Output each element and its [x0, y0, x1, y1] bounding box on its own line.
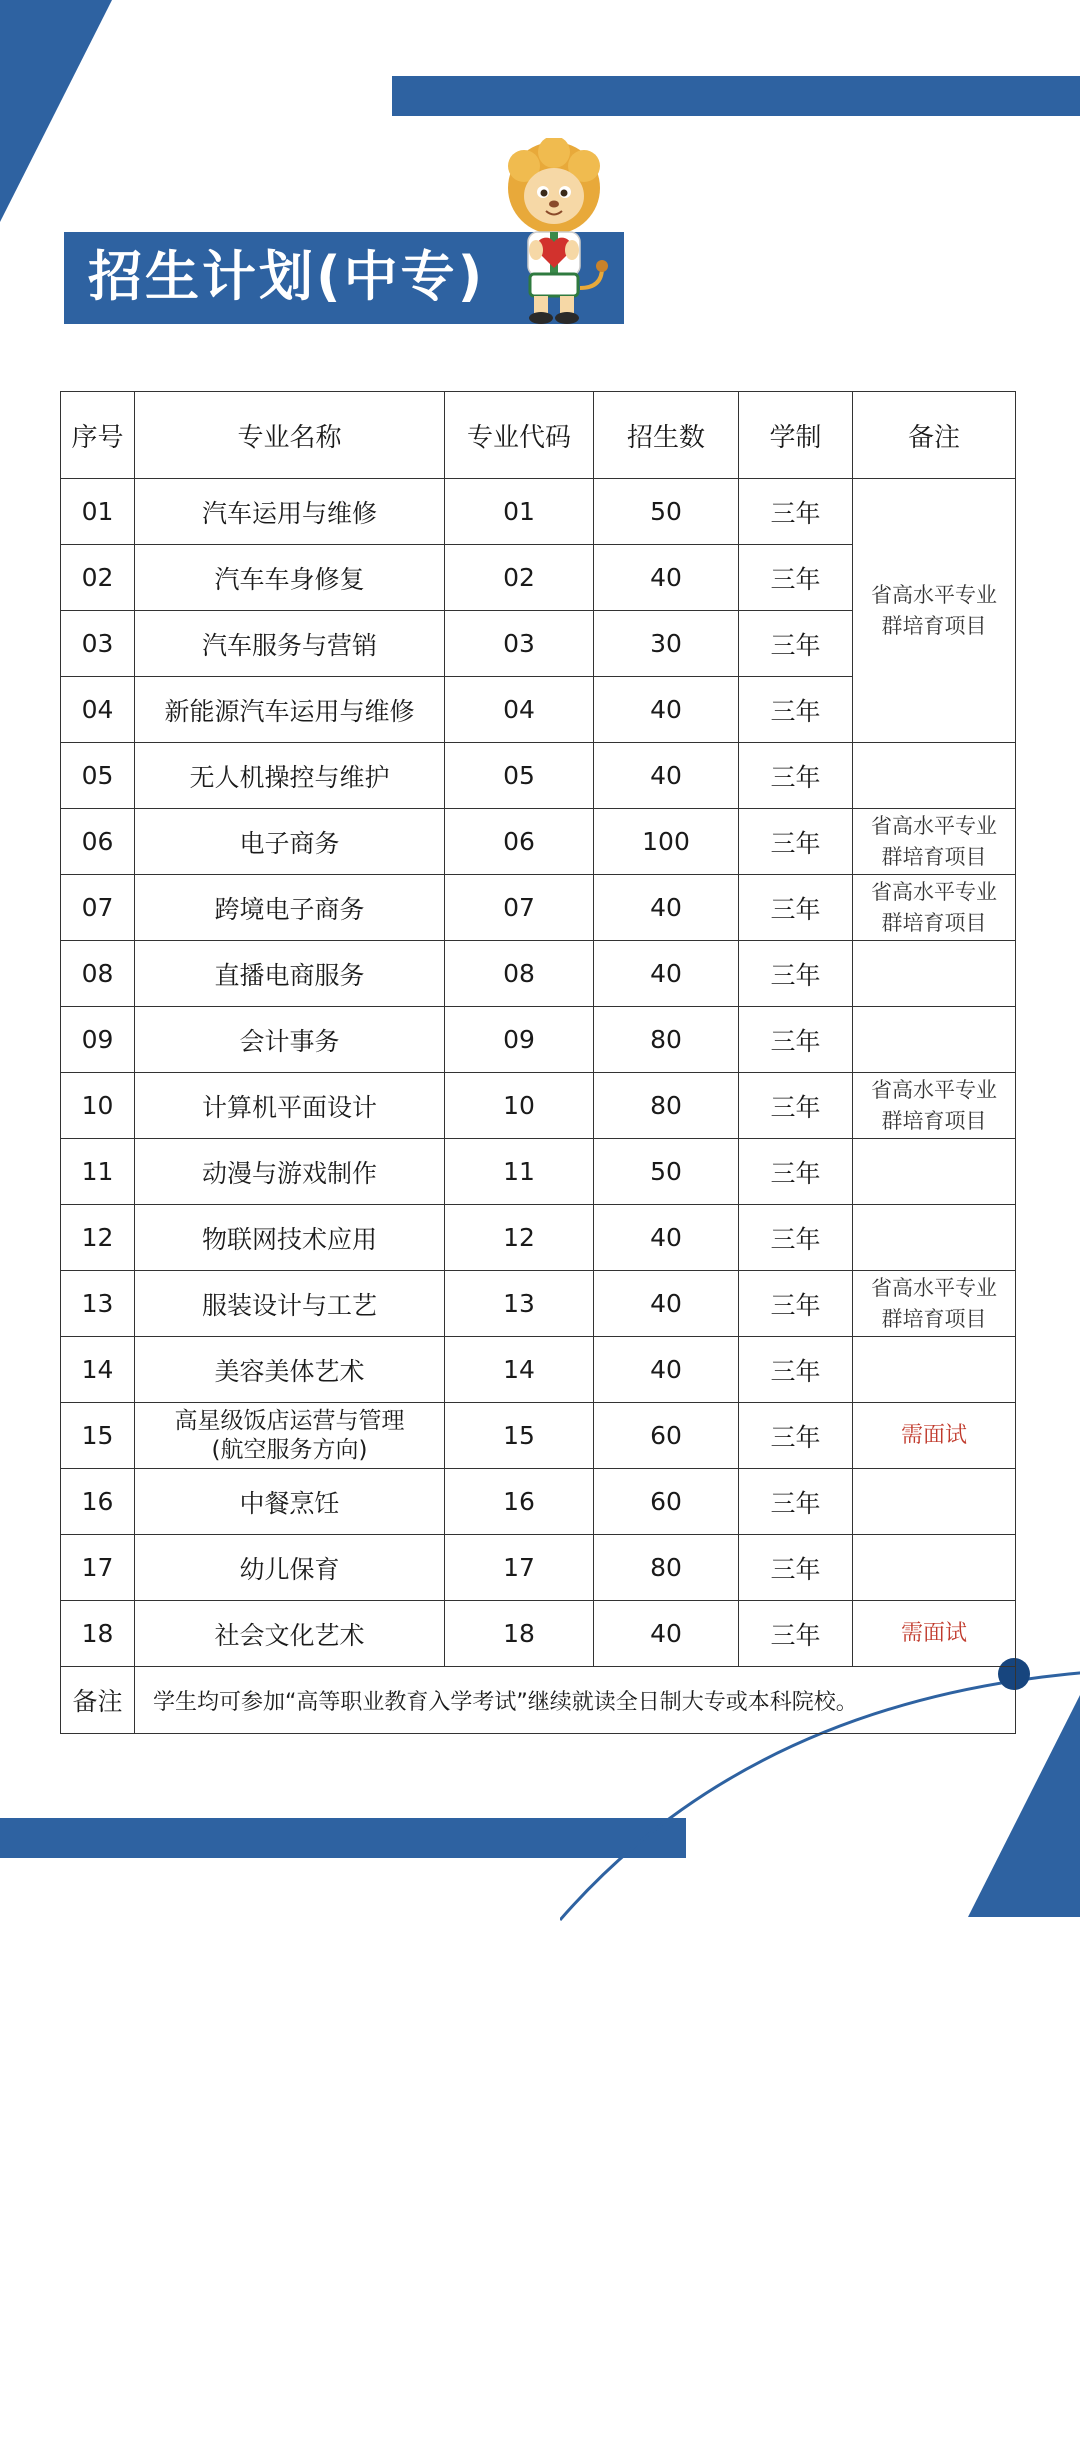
cell-code: 08 [445, 941, 594, 1007]
table-note-row [61, 1667, 1016, 1734]
cell-remark [853, 1271, 1016, 1337]
note-text: 学生均可参加“高等职业教育入学考试”继续就读全日制大专或本科院校。 [135, 1667, 1016, 1734]
cell-no: 11 [61, 1139, 135, 1205]
cell-remark: 需面试 [853, 1601, 1016, 1667]
table-row [61, 479, 1016, 545]
remark-line: 群培育项目 [881, 1306, 987, 1331]
cell-remark [853, 1139, 1016, 1205]
cell-remark [853, 743, 1016, 809]
enrollment-plan-table [60, 391, 1016, 1734]
cell-no: 18 [61, 1601, 135, 1667]
remark-line: 群培育项目 [881, 613, 987, 638]
cell-years: 三年 [739, 1601, 853, 1667]
cell-remark [853, 1535, 1016, 1601]
cell-remark [853, 1073, 1016, 1139]
cell-remark [853, 1469, 1016, 1535]
remark-line: 群培育项目 [881, 844, 987, 869]
cell-count: 40 [594, 1337, 739, 1403]
cell-years: 三年 [739, 941, 853, 1007]
header-no: 序号 [61, 392, 135, 479]
cell-no: 16 [61, 1469, 135, 1535]
lion-mascot-icon [484, 138, 624, 328]
cell-no: 02 [61, 545, 135, 611]
cell-code: 03 [445, 611, 594, 677]
cell-name: 物联网技术应用 [135, 1205, 445, 1271]
cell-remark [853, 875, 1016, 941]
cell-code: 13 [445, 1271, 594, 1337]
cell-name: 计算机平面设计 [135, 1073, 445, 1139]
table-row [61, 1535, 1016, 1601]
name-line: 高星级饭店运营与管理 [174, 1407, 405, 1434]
cell-code: 16 [445, 1469, 594, 1535]
corner-triangle-top-left [0, 0, 112, 222]
header-years: 学制 [739, 392, 853, 479]
cell-years: 三年 [739, 875, 853, 941]
remark-line: 群培育项目 [881, 910, 987, 935]
cell-count: 60 [594, 1469, 739, 1535]
header-remark: 备注 [853, 392, 1016, 479]
cell-remark [853, 1007, 1016, 1073]
cell-count: 60 [594, 1403, 739, 1469]
table-row [61, 1205, 1016, 1271]
table-header-row [61, 392, 1016, 479]
cell-years: 三年 [739, 545, 853, 611]
cell-years: 三年 [739, 1403, 853, 1469]
header-code: 专业代码 [445, 392, 594, 479]
cell-no: 10 [61, 1073, 135, 1139]
cell-years: 三年 [739, 743, 853, 809]
cell-count: 100 [594, 809, 739, 875]
table-row [61, 941, 1016, 1007]
cell-count: 40 [594, 743, 739, 809]
remark-line: 省高水平专业 [871, 1077, 997, 1102]
cell-name: 中餐烹饪 [135, 1469, 445, 1535]
table-row [61, 1007, 1016, 1073]
remark-line: 省高水平专业 [871, 582, 997, 607]
cell-count: 40 [594, 941, 739, 1007]
cell-years: 三年 [739, 1139, 853, 1205]
cell-count: 40 [594, 1205, 739, 1271]
cell-count: 40 [594, 545, 739, 611]
cell-no: 08 [61, 941, 135, 1007]
cell-name: 服装设计与工艺 [135, 1271, 445, 1337]
cell-code: 12 [445, 1205, 594, 1271]
header-count: 招生数 [594, 392, 739, 479]
cell-no: 15 [61, 1403, 135, 1469]
cell-no: 01 [61, 479, 135, 545]
cell-code: 04 [445, 677, 594, 743]
table-row [61, 1469, 1016, 1535]
cell-no: 17 [61, 1535, 135, 1601]
cell-count: 80 [594, 1535, 739, 1601]
table-row [61, 1271, 1016, 1337]
cell-code: 10 [445, 1073, 594, 1139]
cell-code: 05 [445, 743, 594, 809]
cell-name: 会计事务 [135, 1007, 445, 1073]
cell-name: 动漫与游戏制作 [135, 1139, 445, 1205]
table-row [61, 743, 1016, 809]
cell-count: 40 [594, 875, 739, 941]
cell-code: 02 [445, 545, 594, 611]
table-row [61, 875, 1016, 941]
cell-code: 01 [445, 479, 594, 545]
cell-name: 新能源汽车运用与维修 [135, 677, 445, 743]
cell-years: 三年 [739, 1469, 853, 1535]
cell-name: 汽车运用与维修 [135, 479, 445, 545]
cell-name: 直播电商服务 [135, 941, 445, 1007]
cell-remark [853, 941, 1016, 1007]
cell-remark [853, 1205, 1016, 1271]
cell-name: 美容美体艺术 [135, 1337, 445, 1403]
cell-years: 三年 [739, 1271, 853, 1337]
cell-code: 17 [445, 1535, 594, 1601]
cell-code: 06 [445, 809, 594, 875]
cell-name: 电子商务 [135, 809, 445, 875]
cell-remark [853, 809, 1016, 875]
cell-count: 80 [594, 1007, 739, 1073]
cell-years: 三年 [739, 1205, 853, 1271]
cell-name: 社会文化艺术 [135, 1601, 445, 1667]
cell-remark [853, 1337, 1016, 1403]
cell-no: 14 [61, 1337, 135, 1403]
cell-years: 三年 [739, 1073, 853, 1139]
remark-line: 省高水平专业 [871, 879, 997, 904]
header-name: 专业名称 [135, 392, 445, 479]
cell-years: 三年 [739, 1007, 853, 1073]
remark-line: 省高水平专业 [871, 813, 997, 838]
cell-count: 50 [594, 479, 739, 545]
cell-years: 三年 [739, 479, 853, 545]
cell-code: 15 [445, 1403, 594, 1469]
cell-code: 14 [445, 1337, 594, 1403]
cell-no: 04 [61, 677, 135, 743]
remark-line: 省高水平专业 [871, 1275, 997, 1300]
cell-code: 18 [445, 1601, 594, 1667]
cell-name: 汽车车身修复 [135, 545, 445, 611]
cell-code: 07 [445, 875, 594, 941]
cell-code: 11 [445, 1139, 594, 1205]
cell-no: 07 [61, 875, 135, 941]
cell-count: 80 [594, 1073, 739, 1139]
decor-bar-top [392, 76, 1080, 116]
table-row [61, 1601, 1016, 1667]
cell-count: 40 [594, 1601, 739, 1667]
table-row [61, 1139, 1016, 1205]
cell-no: 12 [61, 1205, 135, 1271]
cell-years: 三年 [739, 809, 853, 875]
cell-name [135, 1403, 445, 1469]
cell-count: 40 [594, 1271, 739, 1337]
cell-remark: 需面试 [853, 1403, 1016, 1469]
cell-count: 30 [594, 611, 739, 677]
name-sub-line: (航空服务方向) [211, 1436, 368, 1463]
decor-arc [560, 1660, 1080, 2460]
cell-years: 三年 [739, 1337, 853, 1403]
table-row [61, 1337, 1016, 1403]
cell-no: 03 [61, 611, 135, 677]
cell-no: 13 [61, 1271, 135, 1337]
table-row [61, 809, 1016, 875]
remark-line: 群培育项目 [881, 1108, 987, 1133]
cell-count: 40 [594, 677, 739, 743]
cell-name: 无人机操控与维护 [135, 743, 445, 809]
page-title: 招生计划(中专) [88, 245, 486, 308]
cell-name: 跨境电子商务 [135, 875, 445, 941]
cell-no: 06 [61, 809, 135, 875]
cell-name: 幼儿保育 [135, 1535, 445, 1601]
table-row [61, 1073, 1016, 1139]
cell-name: 汽车服务与营销 [135, 611, 445, 677]
cell-count: 50 [594, 1139, 739, 1205]
cell-years: 三年 [739, 611, 853, 677]
cell-years: 三年 [739, 1535, 853, 1601]
cell-no: 05 [61, 743, 135, 809]
table-row [61, 1403, 1016, 1469]
cell-no: 09 [61, 1007, 135, 1073]
cell-remark [853, 479, 1016, 743]
cell-years: 三年 [739, 677, 853, 743]
cell-code: 09 [445, 1007, 594, 1073]
note-label: 备注 [61, 1667, 135, 1734]
